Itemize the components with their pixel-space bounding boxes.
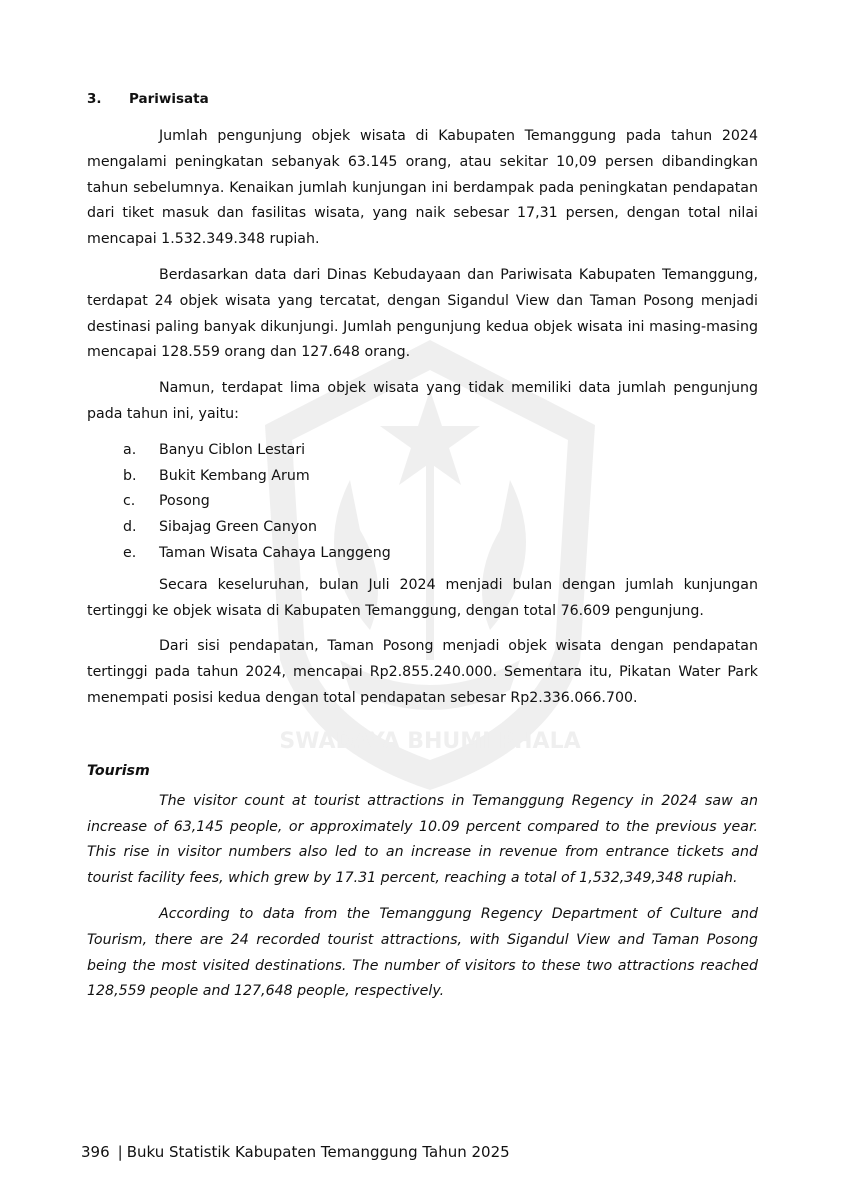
paragraph-id-4: Secara keseluruhan, bulan Juli 2024 menjadi bulan dengan jumlah kunjungan tertinggi ke objek wisata di Kabupaten Temanggung, dengan total 76.609 pengunjung. [87, 576, 758, 619]
section-title: Pariwisata [129, 91, 209, 107]
section-heading [87, 88, 758, 110]
list-marker: a. [123, 441, 137, 458]
paragraph-en-1: The visitor count at tourist attractions in Temanggung Regency in 2024 saw an increase of 63,145 people, or approximately 10.09 percent compared to the previous year. This rise in visitor numbers also led to an increase in revenue from entrance tickets and tourist facility fees, which grew by 17.31 percent, reaching a total of 1,532,349,348 rupiah. [87, 792, 758, 887]
list-item [123, 541, 758, 567]
attraction-list [87, 438, 758, 567]
watermark-motto: SWADAYA BHUMI PHALA [279, 729, 581, 754]
list-item-text: Posong [159, 493, 210, 510]
list-item [123, 464, 758, 490]
list-item-text: Taman Wisata Cahaya Langgeng [159, 544, 391, 561]
book-title: Buku Statistik Kabupaten Temanggung Tahun 2025 [126, 1143, 510, 1161]
paragraph-en-2: According to data from the Temanggung Regency Department of Culture and Tourism, there are 24 recorded tourist attractions, with Sigandul View and Taman Posong being the most visited destinations. The number of visitors to these two attractions reached 128,559 people and 127,648 people, respectively. [87, 905, 758, 1000]
list-item [123, 438, 758, 464]
list-marker: d. [123, 519, 137, 536]
list-marker: e. [123, 544, 137, 561]
list-item-text: Sibajag Green Canyon [159, 519, 317, 536]
page-number: 396 [81, 1143, 110, 1161]
english-heading: Tourism [87, 762, 150, 779]
list-item [123, 489, 758, 515]
paragraph-id-1: Jumlah pengunjung objek wisata di Kabupaten Temanggung pada tahun 2024 mengalami peningkatan sebanyak 63.145 orang, atau sekitar 10,09 persen dibandingkan tahun sebelumnya. Kenaikan jumlah kunjungan ini berdampak pada peningkatan pendapatan dari tiket masuk dan fasilitas wisata, yang naik sebesar 17,31 persen, dengan total nilai mencapai 1.532.349.348 rupiah. [87, 128, 758, 248]
list-item-text: Banyu Ciblon Lestari [159, 441, 306, 458]
main-content [87, 88, 758, 1015]
page-footer [81, 1141, 510, 1163]
footer-separator: | [117, 1143, 123, 1161]
list-marker: c. [123, 493, 136, 510]
paragraph-id-2: Berdasarkan data dari Dinas Kebudayaan dan Pariwisata Kabupaten Temanggung, terdapat 24 objek wisata yang tercatat, dengan Sigandul View dan Taman Posong menjadi destinasi paling banyak dikunjungi. Jumlah pengunjung kedua objek wisata ini masing-masing mencapai 128.559 orang dan 127.648 orang. [87, 266, 758, 361]
paragraph-id-5: Dari sisi pendapatan, Taman Posong menjadi objek wisata dengan pendapatan tertinggi pada tahun 2024, mencapai Rp2.855.240.000. Sementara itu, Pikatan Water Park menempati posisi kedua dengan total pendapatan sebesar Rp2.336.066.700. [87, 638, 758, 706]
list-marker: b. [123, 467, 137, 484]
section-number: 3. [87, 91, 102, 107]
list-item [123, 515, 758, 541]
list-item-text: Bukit Kembang Arum [159, 467, 310, 484]
paragraph-id-3: Namun, terdapat lima objek wisata yang tidak memiliki data jumlah pengunjung pada tahun ini, yaitu: [87, 380, 758, 422]
